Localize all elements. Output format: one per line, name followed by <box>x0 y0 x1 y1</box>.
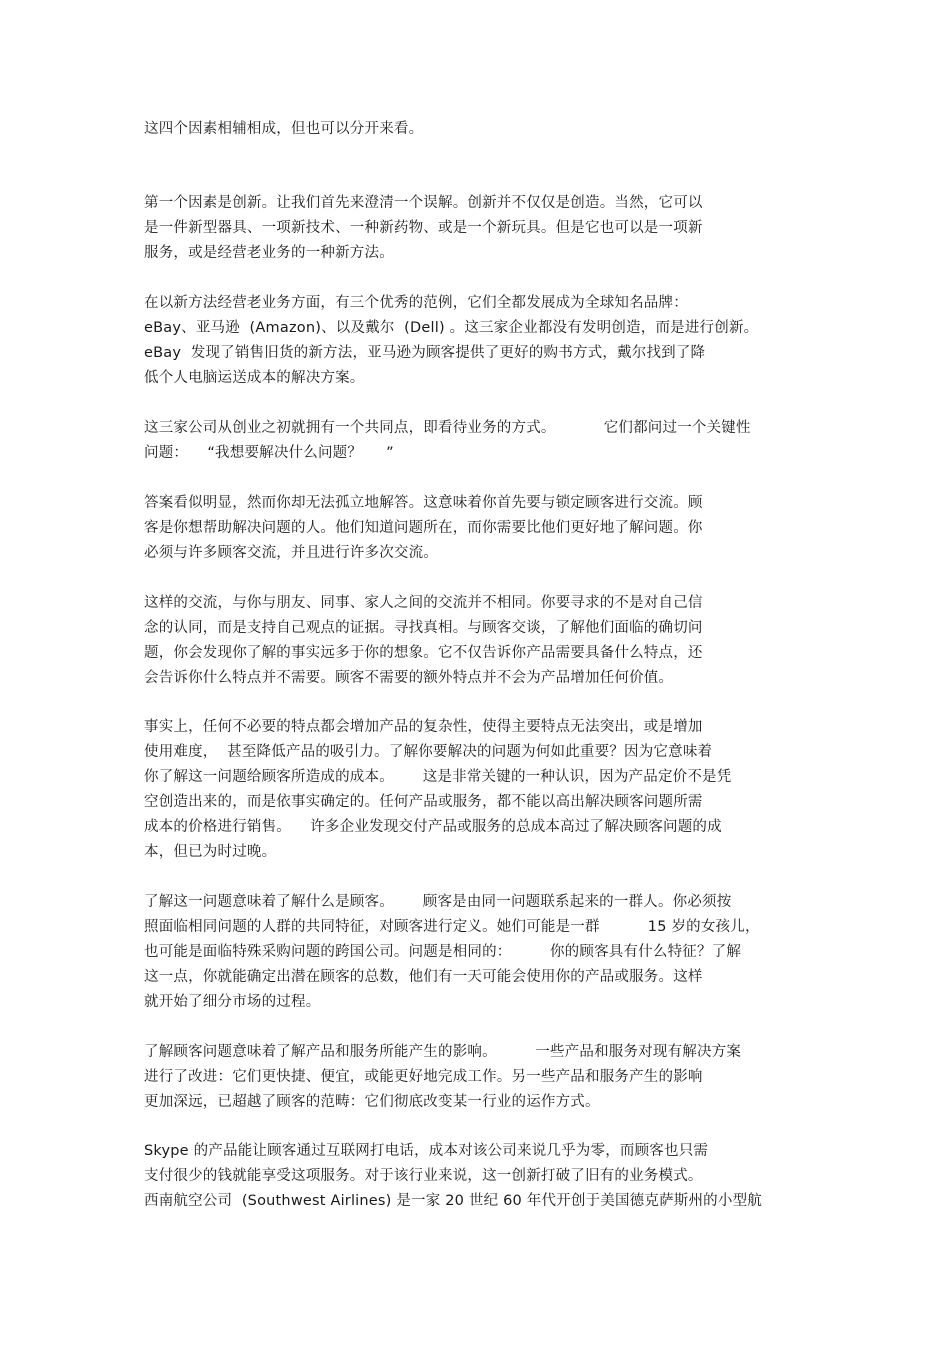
paragraph-line: 答案看似明显，然而你却无法孤立地解答。这意味着你首先要与锁定顾客进行交流。顾 <box>144 495 703 511</box>
paragraph-line: 西南航空公司 (Southwest Airlines) 是一家 20 世纪 60 年代开创于美国德克萨斯州的小型航 <box>144 1193 762 1209</box>
paragraph-line: eBay 发现了销售旧货的新方法，亚马逊为顾客提供了更好的购书方式，戴尔找到了降 <box>144 345 706 361</box>
paragraph-line: 了解这一问题意味着了解什么是顾客。 顾客是由同一问题联系起来的一群人。你必须按 <box>144 894 732 910</box>
paragraph-line: 事实上，任何不必要的特点都会增加产品的复杂性，使得主要特点无法突出，或是增加 <box>144 719 703 735</box>
paragraph-line: 就开始了细分市场的过程。 <box>144 994 321 1010</box>
paragraph-line: 念的认同，而是支持自己观点的证据。寻找真相。与顾客交谈，了解他们面临的确切问 <box>144 620 703 636</box>
paragraph-line: 本，但已为时过晚。 <box>144 844 277 860</box>
paragraph-line: 这三家公司从创业之初就拥有一个共同点，即看待业务的方式。 它们都问过一个关键性 <box>144 420 751 436</box>
paragraph-line: 空创造出来的，而是依事实确定的。任何产品或服务，都不能以高出解决顾客问题所需 <box>144 794 703 810</box>
paragraph-line: 照面临相同问题的人群的共同特征，对顾客进行定义。她们可能是一群 15 岁的女孩儿， <box>144 919 760 935</box>
paragraph-line: 是一件新型器具、一项新技术、一种新药物、或是一个新玩具。但是它也可以是一项新 <box>144 220 703 236</box>
paragraph-line: 这四个因素相辅相成，但也可以分开来看。 <box>144 121 424 137</box>
paragraph-line: 这一点，你就能确定出潜在顾客的总数，他们有一天可能会使用你的产品或服务。这样 <box>144 969 703 985</box>
paragraph-line: Skype 的产品能让顾客通过互联网打电话，成本对该公司来说几乎为零，而顾客也只需 <box>144 1143 709 1159</box>
paragraph-line: 客是你想帮助解决问题的人。他们知道问题所在，而你需要比他们更好地了解问题。你 <box>144 520 703 536</box>
paragraph-line: eBay、亚马逊 (Amazon)、以及戴尔 (Dell) 。这三家企业都没有发明创造，而是进行创新。 <box>144 320 759 336</box>
paragraph-line: 也可能是面临特殊采购问题的跨国公司。问题是相同的： 你的顾客具有什么特征？了解 <box>144 944 742 960</box>
paragraph-line: 进行了改进：它们更快捷、便宜，或能更好地完成工作。另一些产品和服务产生的影响 <box>144 1069 703 1085</box>
paragraph-line: 这样的交流，与你与朋友、同事、家人之间的交流并不相同。你要寻求的不是对自己信 <box>144 595 703 611</box>
paragraph-line: 题，你会发现你了解的事实远多于你的想象。它不仅告诉你产品需要具备什么特点，还 <box>144 645 703 661</box>
paragraph-line: 你了解这一问题给顾客所造成的成本。 这是非常关键的一种认识，因为产品定价不是凭 <box>144 769 732 785</box>
paragraph-line: 成本的价格进行销售。 许多企业发现交付产品或服务的总成本高过了解决顾客问题的成 <box>144 819 722 835</box>
paragraph-line: 低个人电脑运送成本的解决方案。 <box>144 370 365 386</box>
paragraph-line: 必须与许多顾客交流，并且进行许多次交流。 <box>144 545 438 561</box>
paragraph-line: 第一个因素是创新。让我们首先来澄清一个误解。创新并不仅仅是创造。当然，它可以 <box>144 195 703 211</box>
paragraph-line: 了解顾客问题意味着了解产品和服务所能产生的影响。 一些产品和服务对现有解决方案 <box>144 1044 742 1060</box>
paragraph-line: 使用难度， 甚至降低产品的吸引力。了解你要解决的问题为何如此重要？因为它意味着 <box>144 744 713 760</box>
paragraph-line: 会告诉你什么特点并不需要。顾客不需要的额外特点并不会为产品增加任何价值。 <box>144 670 674 686</box>
paragraph-line: 在以新方法经营老业务方面，有三个优秀的范例，它们全都发展成为全球知名品牌： <box>144 295 688 311</box>
paragraph-line: 更加深远，已超越了顾客的范畴：它们彻底改变某一行业的运作方式。 <box>144 1094 600 1110</box>
paragraph-line: 服务，或是经营老业务的一种新方法。 <box>144 245 394 261</box>
paragraph-line: 支付很少的钱就能享受这项服务。对于该行业来说，这一创新打破了旧有的业务模式。 <box>144 1168 703 1184</box>
paragraph-line: 问题： “我想要解决什么问题？ ” <box>144 445 394 461</box>
